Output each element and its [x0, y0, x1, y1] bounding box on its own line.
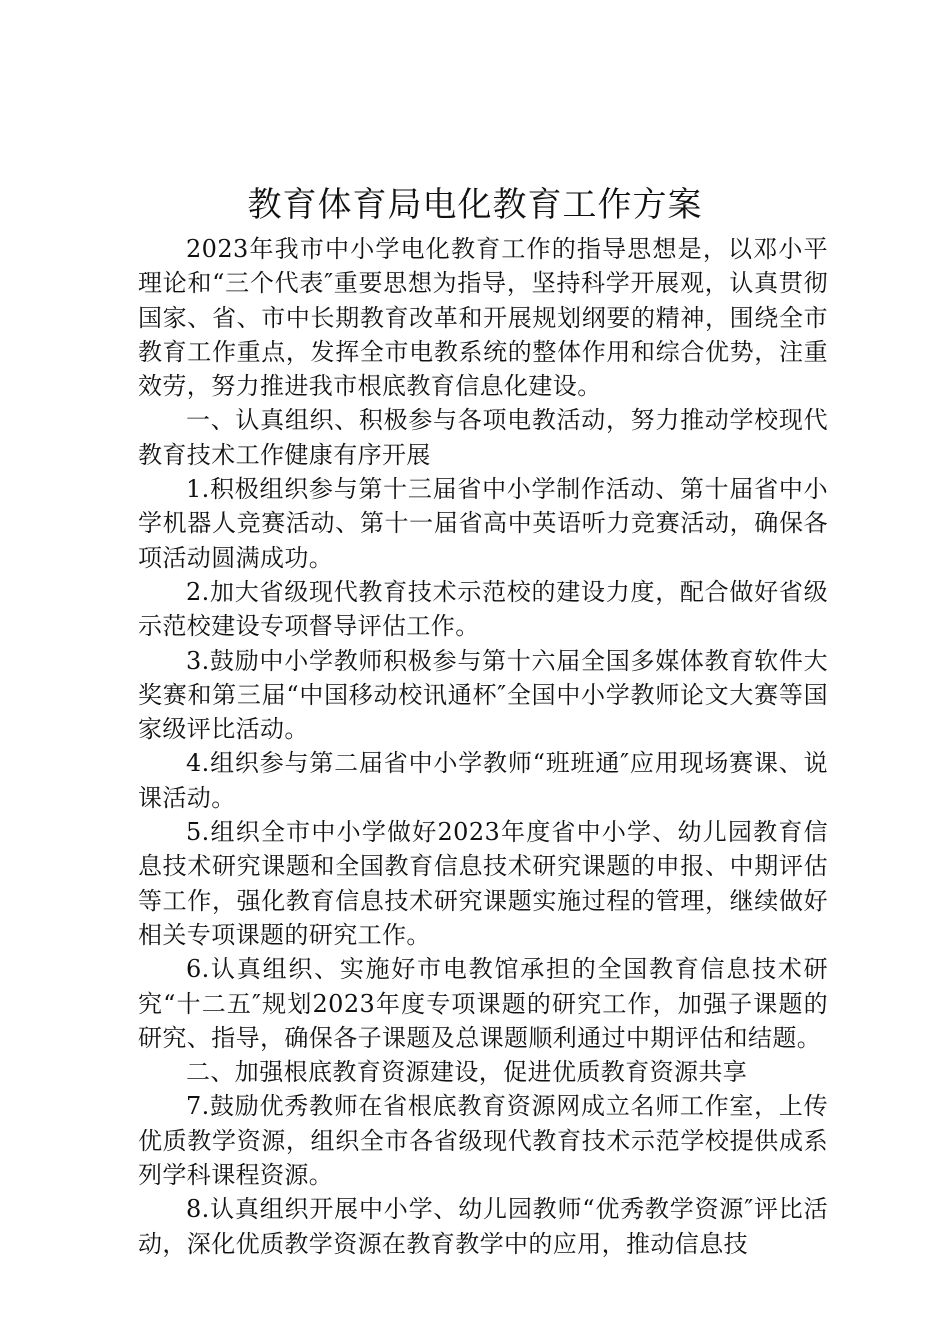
paragraph-intro: 2023年我市中小学电化教育工作的指导思想是，以邓小平理论和“三个代表″重要思想为指导，坚持科学开展观，认真贯彻国家、省、市中长期教育改革和开展规划纲要的精神，围绕全市教育工作重点，发挥全市电教系统的整体作用和综合优势，注重效劳，努力推进我市根底教育信息化建设。 — [138, 235, 828, 401]
list-item-2: 2.加大省级现代教育技术示范校的建设力度，配合做好省级示范校建设专项督导评估工作。 — [138, 577, 828, 641]
list-item-4: 4.组织参与第二届省中小学教师“班班通″应用现场赛课、说课活动。 — [138, 749, 828, 812]
list-item-7: 7.鼓励优秀教师在省根底教育资源网成立名师工作室，上传优质教学资源，组织全市各省级现代教育技术示范学校提供成系列学科课程资源。 — [138, 1092, 828, 1190]
list-item-3: 3.鼓励中小学教师积极参与第十六届全国多媒体教育软件大奖赛和第三届“中国移动校讯通杯″全国中小学教师论文大赛等国家级评比活动。 — [138, 646, 828, 744]
list-item-5: 5.组织全市中小学做好2023年度省中小学、幼儿园教育信息技术研究课题和全国教育信息技术研究课题的申报、中期评估等工作，强化教育信息技术研究课题实施过程的管理，继续做好相关专项课题的研究工作。 — [138, 818, 828, 949]
list-item-6: 6.认真组织、实施好市电教馆承担的全国教育信息技术研究“十二五″规划2023年度专项课题的研究工作，加强子课题的研究、指导，确保各子课题及总课题顺利通过中期评估和结题。 — [138, 955, 828, 1052]
section-heading-2: 二、加强根底教育资源建设，促进优质教育资源共享 — [186, 1058, 748, 1087]
section-heading-1: 一、认真组织、积极参与各项电教活动，努力推动学校现代教育技术工作健康有序开展 — [138, 406, 828, 469]
list-item-1: 1.积极组织参与第十三届省中小学制作活动、第十届省中小学机器人竞赛活动、第十一届省高中英语听力竞赛活动，确保各项活动圆满成功。 — [138, 475, 828, 572]
document-title: 教育体育局电化教育工作方案 — [247, 185, 703, 225]
list-item-8: 8.认真组织开展中小学、幼儿园教师“优秀教学资源″评比活动，深化优质教学资源在教育教学中的应用，推动信息技 — [138, 1195, 828, 1258]
document-body — [138, 232, 828, 1261]
